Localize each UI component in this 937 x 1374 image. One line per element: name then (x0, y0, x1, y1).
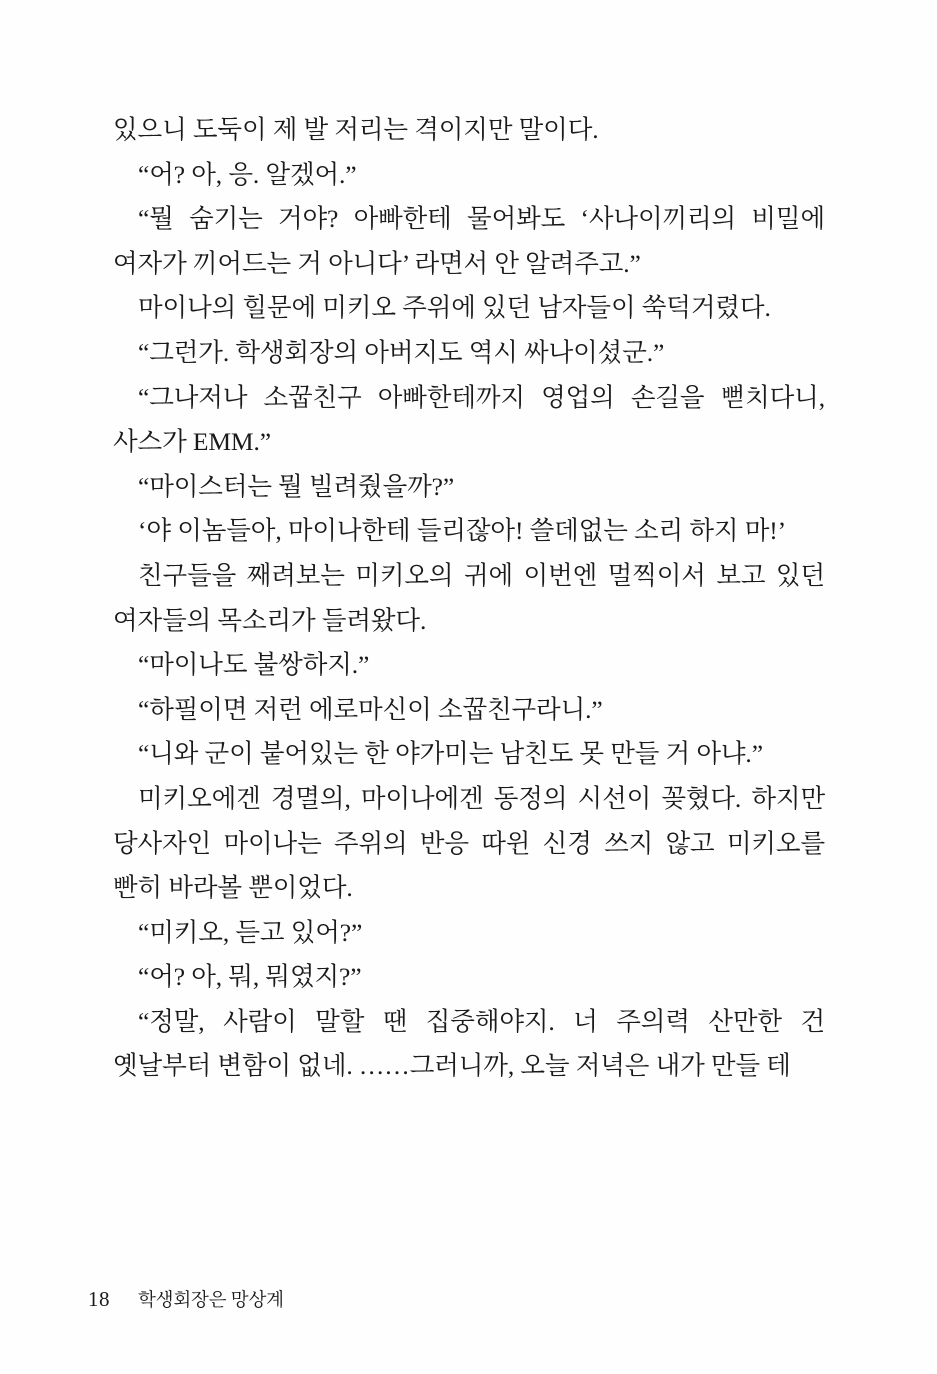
body-text (113, 108, 825, 1089)
paragraph: ‘야 이놈들아, 마이나한테 들리잖아! 쓸데없는 소리 하지 마!’ (138, 516, 787, 546)
paragraph: 마이나의 힐문에 미키오 주위에 있던 남자들이 쑥덕거렸다. (138, 293, 771, 323)
paragraph: 미키오에겐 경멸의, 마이나에겐 동정의 시선이 꽂혔다. 하지만 당사자인 마이나는 주위의 반응 따윈 신경 쓰지 않고 미키오를 빤히 바라볼 뿐이었다. (113, 783, 825, 903)
paragraph: 있으니 도둑이 제 발 저리는 격이지만 말이다. (113, 115, 599, 144)
paragraph: “니와 군이 붙어있는 한 야가미는 남친도 못 만들 거 아냐.” (138, 739, 763, 769)
page-footer (88, 1286, 284, 1312)
paragraph: “그나저나 소꿉친구 아빠한테까지 영업의 손길을 뻗치다니, 사스가 EMM.” (113, 382, 825, 457)
paragraph: “하필이면 저런 에로마신이 소꿉친구라니.” (138, 694, 603, 724)
paragraph: “정말, 사람이 말할 땐 집중해야지. 너 주의력 산만한 건 옛날부터 변함이 없네. ……그러니까, 오늘 저녁은 내가 만들 테 (113, 1006, 825, 1081)
paragraph: “뭘 숨기는 거야? 아빠한테 물어봐도 ‘사나이끼리의 비밀에 여자가 끼어드는 거 아니다’ 라면서 안 알려주고.” (113, 204, 825, 278)
paragraph: 친구들을 째려보는 미키오의 귀에 이번엔 멀찍이서 보고 있던 여자들의 목소리가 들려왔다. (113, 560, 825, 635)
paragraph: “그런가. 학생회장의 아버지도 역시 싸나이셨군.” (138, 337, 665, 367)
paragraph: “어? 아, 응. 알겠어.” (138, 159, 357, 189)
running-title: 학생회장은 망상계 (138, 1291, 284, 1311)
paragraph: “미키오, 듣고 있어?” (138, 917, 363, 947)
paragraph: “마이나도 불쌍하지.” (138, 650, 370, 680)
paragraph: “마이스터는 뭘 빌려줬을까?” (138, 471, 455, 501)
page-number: 18 (88, 1287, 110, 1311)
paragraph: “어? 아, 뭐, 뭐였지?” (138, 962, 362, 992)
